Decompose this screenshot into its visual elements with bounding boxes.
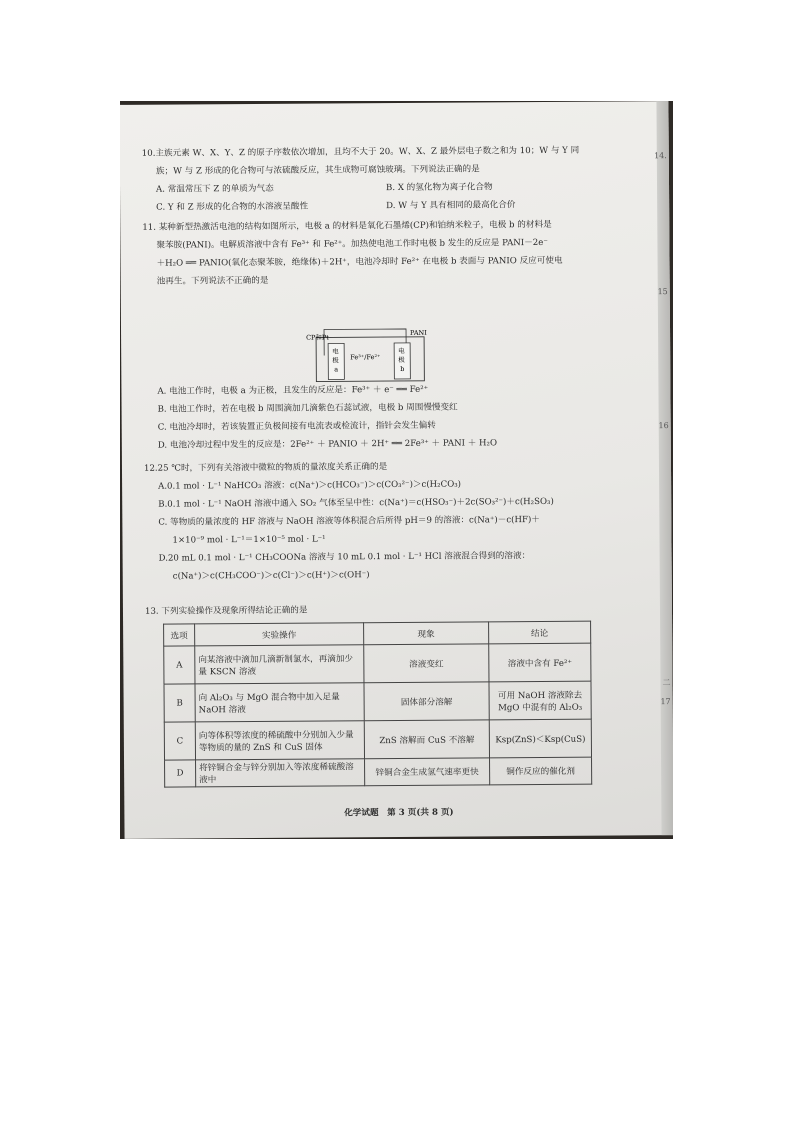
electrolyte-label: Fe³⁺/Fe²⁺ — [350, 353, 381, 362]
q11-line: 11. 某种新型热激活电池的结构如图所示，电极 a 的材料是氧化石墨烯(CP)和铂纳米粒子，电极 b 的材料是 — [142, 219, 552, 233]
question-11 — [142, 215, 642, 290]
table-cell: 锌铜合金生成氢气速率更快 — [365, 758, 490, 786]
q10-option-b: B. X 的氢化物为离子化合物 — [385, 182, 493, 194]
q12-option-c: C. 等物质的量浓度的 HF 溶液与 NaOH 溶液等体积混合后所得 pH＝9 的溶液：c(Na⁺)－c(HF)＋ — [158, 515, 540, 528]
q12-option-d: D.20 mL 0.1 mol · L⁻¹ CH₃COONa 溶液与 10 mL 0.1 mol · L⁻¹ HCl 溶液混合得到的溶液： — [158, 551, 531, 564]
electrode-a-char: a — [334, 365, 339, 374]
q10-option-a: A. 常温常压下 Z 的单质为气态 — [156, 183, 274, 195]
electrode-b-char: b — [400, 364, 405, 373]
q10-options-row — [142, 195, 642, 216]
q11-line: ＋H₂O ══ PANIO(氧化态聚苯胺，绝缘体)＋2H⁺，电池冷却时 Fe²⁺ 在电极 b 表面与 PANIO 反应可使电 — [156, 255, 563, 269]
table-cell: C — [164, 722, 195, 760]
q12-title: 12.25 ℃时，下列有关溶液中微粒的物质的量浓度关系正确的是 — [143, 462, 388, 474]
electrode-b-char: 极 — [398, 355, 405, 364]
table-header: 选项 — [164, 624, 195, 646]
q11-line: 池再生。下列说法不正确的是 — [156, 275, 269, 287]
table-cell: 向某溶液中滴加几滴新制氯水，再滴加少量 KSCN 溶液 — [195, 645, 364, 684]
label-pani: PANI — [410, 328, 427, 337]
margin-number: 14. — [654, 151, 667, 161]
q11-option-a: A. 电池工作时，电极 a 为正极，且发生的反应是：Fe³⁺ ＋ e⁻ ══ Fe²⁺ — [157, 384, 429, 397]
table-header: 实验操作 — [195, 623, 364, 646]
table-cell: ZnS 溶解而 CuS 不溶解 — [364, 720, 489, 759]
q10-option-d: D. W 与 Y 具有相同的最高化合价 — [386, 200, 516, 212]
table-cell: 可用 NaOH 溶液除去 MgO 中混有的 Al₂O₃ — [489, 681, 591, 720]
q10-line: 10.主族元素 W、X、Y、Z 的原子序数依次增加，且均不大于 20。W、X、Z 最外层电子数之和为 10；W 与 Y 同 — [141, 145, 580, 159]
q13-title: 13. 下列实验操作及现象所得结论正确的是 — [144, 605, 308, 617]
table-cell: 铜作反应的催化剂 — [490, 757, 592, 785]
q10-option-c: C. Y 和 Z 形成的化合物的水溶液呈酸性 — [156, 201, 309, 213]
photo-frame — [120, 101, 673, 839]
margin-number: 二 — [662, 678, 671, 688]
table-header-row — [164, 621, 591, 646]
q12-option-b: B.0.1 mol · L⁻¹ NaOH 溶液中通入 SO₂ 气体至呈中性：c(Na⁺)＝c(HSO₃⁻)＋2c(SO₃²⁻)＋c(H₂SO₃) — [158, 496, 554, 510]
q11-line: 聚苯胺(PANI)。电解质溶液中含有 Fe³⁺ 和 Fe²⁺。加热使电池工作时电极 b 发生的反应是 PANI－2e⁻ — [156, 237, 548, 251]
q11-option-c: C. 电池冷却时，若该装置正负极间接有电流表或检流计，指针会发生偏转 — [157, 420, 436, 433]
label-cp-pt: CP和Pt — [306, 333, 329, 342]
table-cell: 向等体积等浓度的稀硫酸中分别加入少量等物质的量的 ZnS 和 CuS 固体 — [195, 721, 364, 760]
q13-table — [163, 621, 592, 788]
table-row — [165, 757, 592, 787]
margin-number: 15 — [657, 287, 668, 297]
electrode-a-char: 极 — [332, 356, 339, 365]
table-header: 结论 — [489, 621, 591, 644]
battery-diagram-svg — [306, 325, 431, 384]
page-edge — [656, 101, 673, 835]
q10-line: 族；W 与 Z 形成的化合物可与浓硫酸反应，其生成物可腐蚀玻璃。下列说法正确的是 — [155, 164, 480, 177]
battery-diagram — [306, 325, 431, 384]
table-cell: D — [165, 760, 196, 787]
question-12 — [144, 456, 645, 585]
electrode-a-char: 电 — [332, 347, 339, 356]
question-10 — [142, 141, 642, 216]
electrode-b-char: 电 — [398, 346, 405, 355]
q12-option-c-cont: 1×10⁻⁹ mol · L⁻¹＝1×10⁻⁵ mol · L⁻¹ — [172, 534, 326, 546]
table-cell: A — [164, 646, 195, 684]
question-13 — [145, 599, 645, 620]
q11-option-b: B. 电池工作时，若在电极 b 周围滴加几滴紫色石蕊试液，电极 b 周围慢慢变红 — [157, 402, 458, 415]
table-cell: B — [164, 684, 195, 722]
table-row — [164, 643, 591, 684]
page-footer: 化学试题 第 3 页(共 8 页) — [344, 807, 454, 819]
margin-number: 16 — [658, 421, 669, 431]
q12-option-a: A.0.1 mol · L⁻¹ NaHCO₃ 溶液：c(Na⁺)＞c(HCO₃⁻)＞c(CO₃²⁻)＞c(H₂CO₃) — [158, 479, 462, 492]
table-row — [164, 681, 591, 722]
q11-option-d: D. 电池冷却过程中发生的反应是：2Fe²⁺ ＋ PANIO ＋ 2H⁺ ══ 2Fe³⁺ ＋ PANI ＋ H₂O — [157, 438, 498, 451]
question-11-options — [143, 379, 643, 454]
table-cell: 向 Al₂O₃ 与 MgO 混合物中加入足量 NaOH 溶液 — [195, 683, 364, 722]
table-header: 现象 — [364, 622, 489, 645]
q12-option-d-cont: c(Na⁺)＞c(CH₃COO⁻)＞c(Cl⁻)＞c(H⁺)＞c(OH⁻) — [172, 570, 370, 582]
exam-page — [120, 101, 673, 839]
table-row — [164, 719, 591, 760]
margin-number: 17 — [660, 697, 671, 707]
table-cell: 将锌铜合金与锌分别加入等浓度稀硫酸溶液中 — [196, 759, 365, 787]
table-cell: Ksp(ZnS)＜Ksp(CuS) — [489, 719, 591, 758]
table-cell: 固体部分溶解 — [364, 682, 489, 721]
table-cell: 溶液变红 — [364, 644, 489, 683]
table-cell: 溶液中含有 Fe²⁺ — [489, 643, 591, 682]
